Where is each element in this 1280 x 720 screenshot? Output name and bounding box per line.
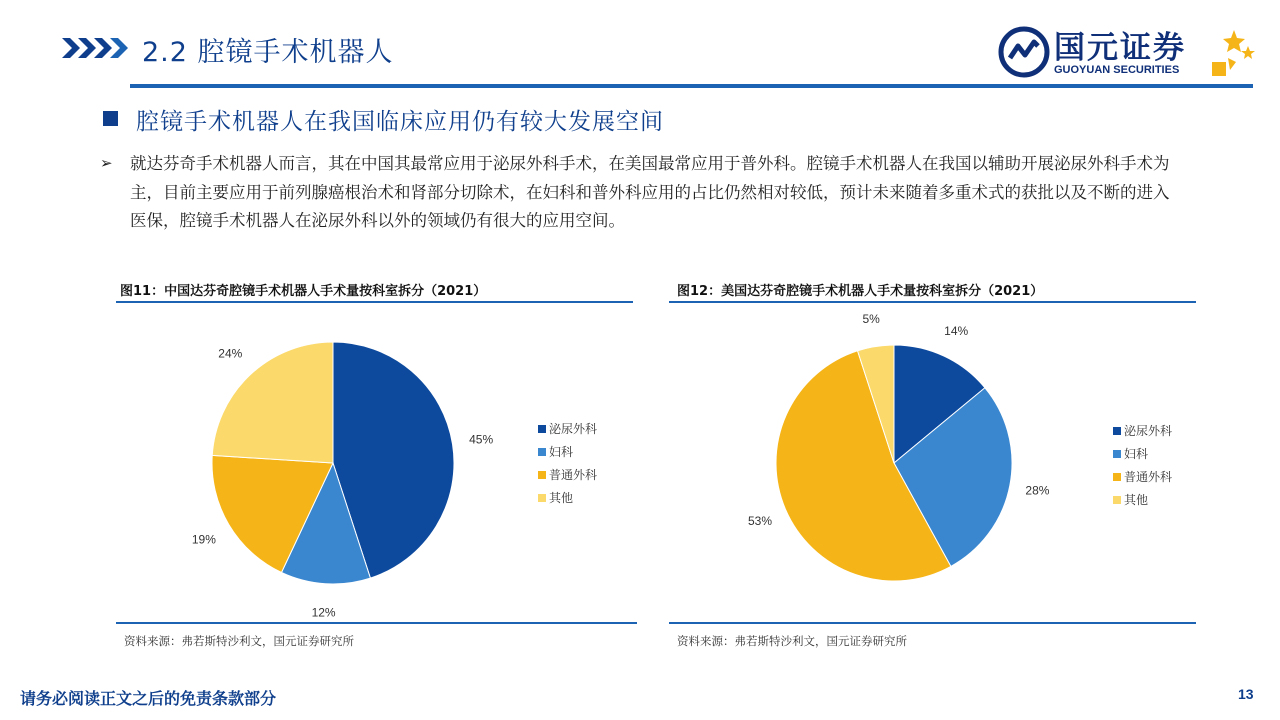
figure-12-title: 图12：美国达芬奇腔镜手术机器人手术量按科室拆分（2021）	[677, 284, 1044, 299]
logo-stars-icon	[1208, 28, 1256, 78]
figure-11-top-rule	[116, 301, 633, 303]
legend-label-1: 泌尿外科	[1124, 424, 1173, 438]
legend-label-3: 普通外科	[549, 468, 598, 482]
legend-swatch-3	[1113, 473, 1121, 481]
figure-11-pie-chart	[116, 305, 636, 620]
figure-12-pie-chart	[669, 305, 1199, 620]
logo-cn-text: 国元证券	[1054, 30, 1186, 66]
pie-label-2: 28%	[1025, 483, 1050, 498]
pie-label-1: 14%	[944, 323, 969, 338]
legend-swatch-4	[1113, 496, 1121, 504]
pie-label-4: 5%	[862, 311, 880, 326]
guoyuan-logo-icon	[998, 26, 1050, 78]
legend-label-4: 其他	[549, 491, 574, 505]
bullet-paragraph: 就达芬奇手术机器人而言，其在中国其最常应用于泌尿外科手术，在美国最常应用于普外科。腔镜手术机器人在我国以辅助开展泌尿外科手术为主，目前主要应用于前列腺癌根治术和肾部分切除术，在妇科和普外科应用的占比仍然相对较低，预计未来随着多重术式的获批以及不断的进入医保，腔镜手术机器人在泌尿外科以外的领域仍有很大的应用空间。	[130, 154, 1170, 230]
figure-12-source: 资料来源：弗若斯特沙利文，国元证券研究所	[677, 634, 907, 648]
legend-swatch-4	[538, 494, 546, 502]
pie-label-1: 45%	[469, 432, 494, 447]
legend-label-3: 普通外科	[1124, 470, 1173, 484]
page-title: 2.2 腔镜手术机器人	[142, 37, 394, 68]
legend-label-1: 泌尿外科	[549, 422, 598, 436]
legend-label-4: 其他	[1124, 493, 1149, 507]
pie-label-2: 12%	[311, 605, 336, 620]
pie-label-3: 19%	[191, 532, 216, 547]
logo-en-text: GUOYUAN SECURITIES	[1054, 64, 1180, 76]
footer-disclaimer: 请务必阅读正文之后的免责条款部分	[20, 689, 277, 708]
header-rule	[130, 84, 1253, 88]
figure-11-source: 资料来源：弗若斯特沙利文，国元证券研究所	[124, 634, 354, 648]
page-number: 13	[1238, 686, 1254, 702]
legend-label-2: 妇科	[1124, 447, 1149, 461]
legend-swatch-2	[1113, 450, 1121, 458]
section-heading: 腔镜手术机器人在我国临床应用仍有较大发展空间	[136, 109, 664, 135]
header-arrows-icon	[62, 36, 128, 60]
legend-swatch-1	[538, 425, 546, 433]
legend-swatch-1	[1113, 427, 1121, 435]
figure-11-title: 图11：中国达芬奇腔镜手术机器人手术量按科室拆分（2021）	[120, 284, 487, 299]
legend-swatch-2	[538, 448, 546, 456]
figure-12-bottom-rule	[669, 622, 1196, 624]
section-bullet-square	[103, 111, 118, 126]
legend-swatch-3	[538, 471, 546, 479]
pie-label-4: 24%	[218, 346, 243, 361]
figure-11-bottom-rule	[116, 622, 637, 624]
pie-label-3: 53%	[747, 513, 773, 528]
legend-label-2: 妇科	[549, 445, 574, 459]
bullet-arrow-icon: ➢	[100, 154, 113, 172]
figure-12-top-rule	[669, 301, 1196, 303]
